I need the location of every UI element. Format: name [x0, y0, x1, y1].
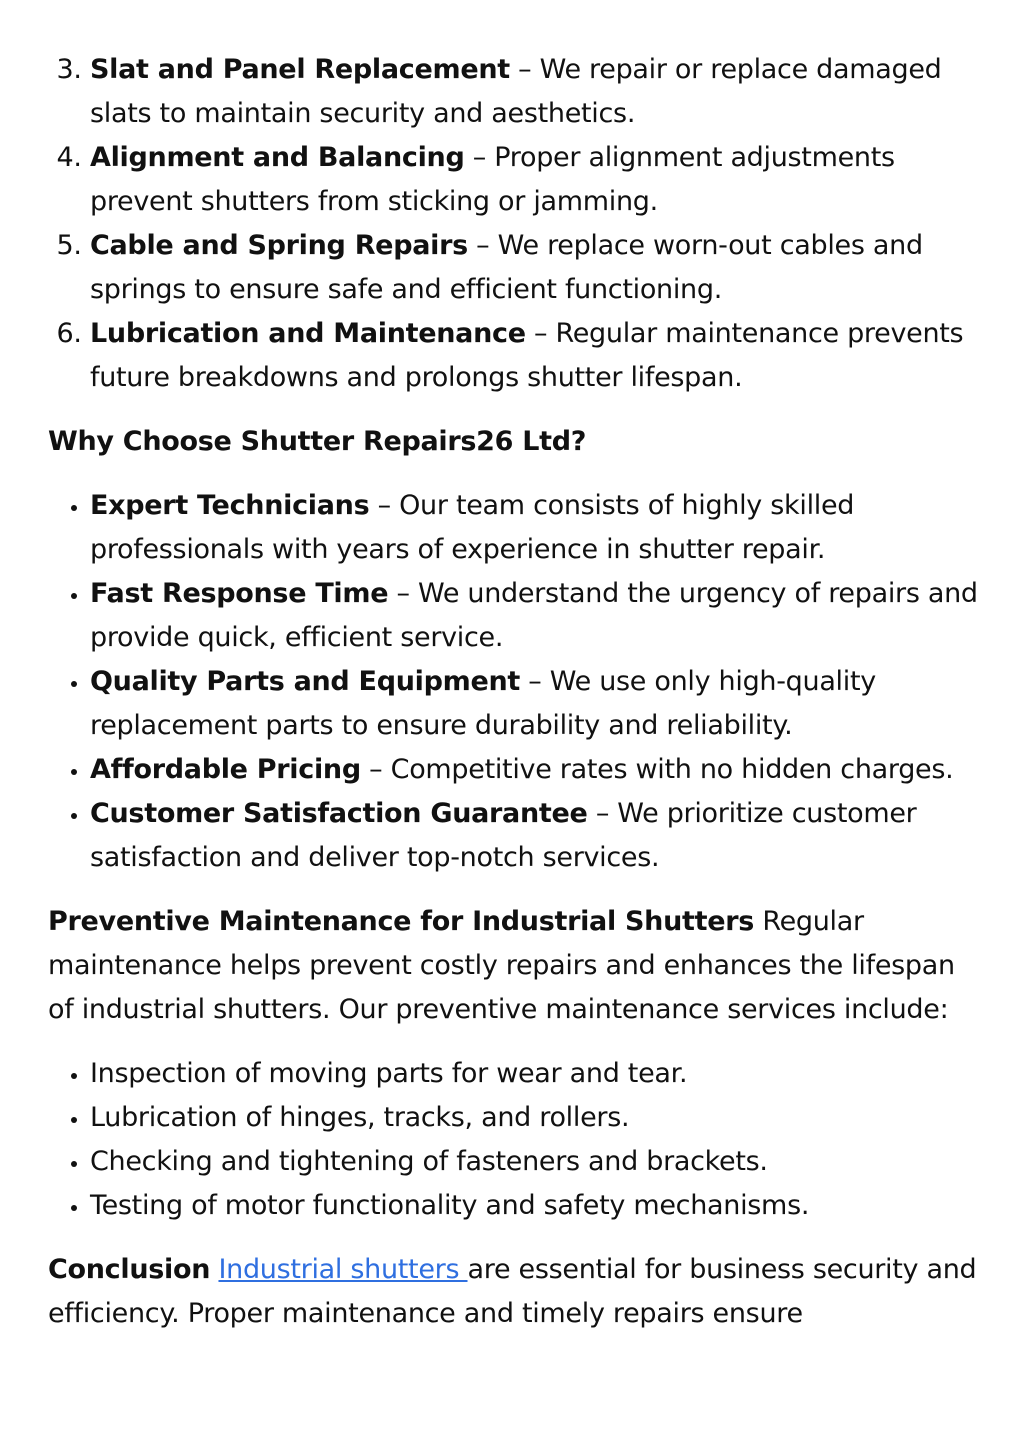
- industrial-shutters-link[interactable]: Industrial shutters: [218, 1254, 468, 1285]
- why-choose-heading: Why Choose Shutter Repairs26 Ltd?: [48, 426, 587, 457]
- why-choose-item-text: – We use only high-quality replacement parts to ensure durability and reliability.: [90, 666, 876, 741]
- preventive-list-item: • Testing of motor functionality and safety mechanisms.: [90, 1184, 988, 1228]
- service-description: – We repair or replace damaged slats to maintain security and aesthetics.: [90, 54, 942, 129]
- service-description: – Proper alignment adjustments prevent shutters from sticking or jamming.: [90, 142, 895, 217]
- why-choose-item: [90, 572, 988, 660]
- service-title: Slat and Panel Replacement: [90, 54, 510, 85]
- why-choose-item-text: – We prioritize customer satisfaction and deliver top-notch services.: [90, 798, 917, 873]
- why-choose-item-title: Fast Response Time: [90, 578, 389, 609]
- why-choose-item: [90, 748, 988, 792]
- preventive-maintenance-paragraph: [48, 900, 988, 1032]
- services-list-item: [90, 224, 988, 312]
- document-page: [48, 48, 988, 1356]
- services-list: [48, 48, 988, 400]
- service-title: Alignment and Balancing: [90, 142, 465, 173]
- services-list-item: [90, 48, 988, 136]
- why-choose-item-title: Quality Parts and Equipment: [90, 666, 521, 697]
- service-title: Lubrication and Maintenance: [90, 318, 526, 349]
- preventive-maintenance-heading: Preventive Maintenance for Industrial Shutters: [48, 906, 755, 937]
- why-choose-item-title: Affordable Pricing: [90, 754, 361, 785]
- conclusion-heading: Conclusion: [48, 1254, 211, 1285]
- conclusion-paragraph: [48, 1248, 988, 1336]
- preventive-maintenance-text: Regular maintenance helps prevent costly repairs and enhances the lifespan of industrial shutters. Our preventive maintenance services include:: [48, 906, 955, 1025]
- why-choose-item: [90, 484, 988, 572]
- preventive-list-item: • Inspection of moving parts for wear and tear.: [90, 1052, 988, 1096]
- why-choose-item-title: Customer Satisfaction Guarantee: [90, 798, 588, 829]
- preventive-list: [48, 1052, 988, 1228]
- service-description: – We replace worn-out cables and springs to ensure safe and efficient functioning.: [90, 230, 923, 305]
- why-choose-item: [90, 792, 988, 880]
- preventive-list-item: • Checking and tightening of fasteners and brackets.: [90, 1140, 988, 1184]
- why-choose-list: [48, 484, 988, 880]
- service-title: Cable and Spring Repairs: [90, 230, 468, 261]
- why-choose-item-text: – Competitive rates with no hidden charges.: [360, 754, 954, 785]
- conclusion-text: are essential for business security and efficiency. Proper maintenance and timely repairs ensure: [48, 1254, 977, 1329]
- why-choose-item-text: – We understand the urgency of repairs and provide quick, efficient service.: [90, 578, 978, 653]
- preventive-list-item: • Lubrication of hinges, tracks, and rollers.: [90, 1096, 988, 1140]
- services-list-item: [90, 136, 988, 224]
- why-choose-item-title: Expert Technicians: [90, 490, 370, 521]
- service-description: – Regular maintenance prevents future breakdowns and prolongs shutter lifespan.: [90, 318, 964, 393]
- why-choose-item: [90, 660, 988, 748]
- why-choose-item-text: – Our team consists of highly skilled professionals with years of experience in shutter repair.: [90, 490, 855, 565]
- services-list-item: [90, 312, 988, 400]
